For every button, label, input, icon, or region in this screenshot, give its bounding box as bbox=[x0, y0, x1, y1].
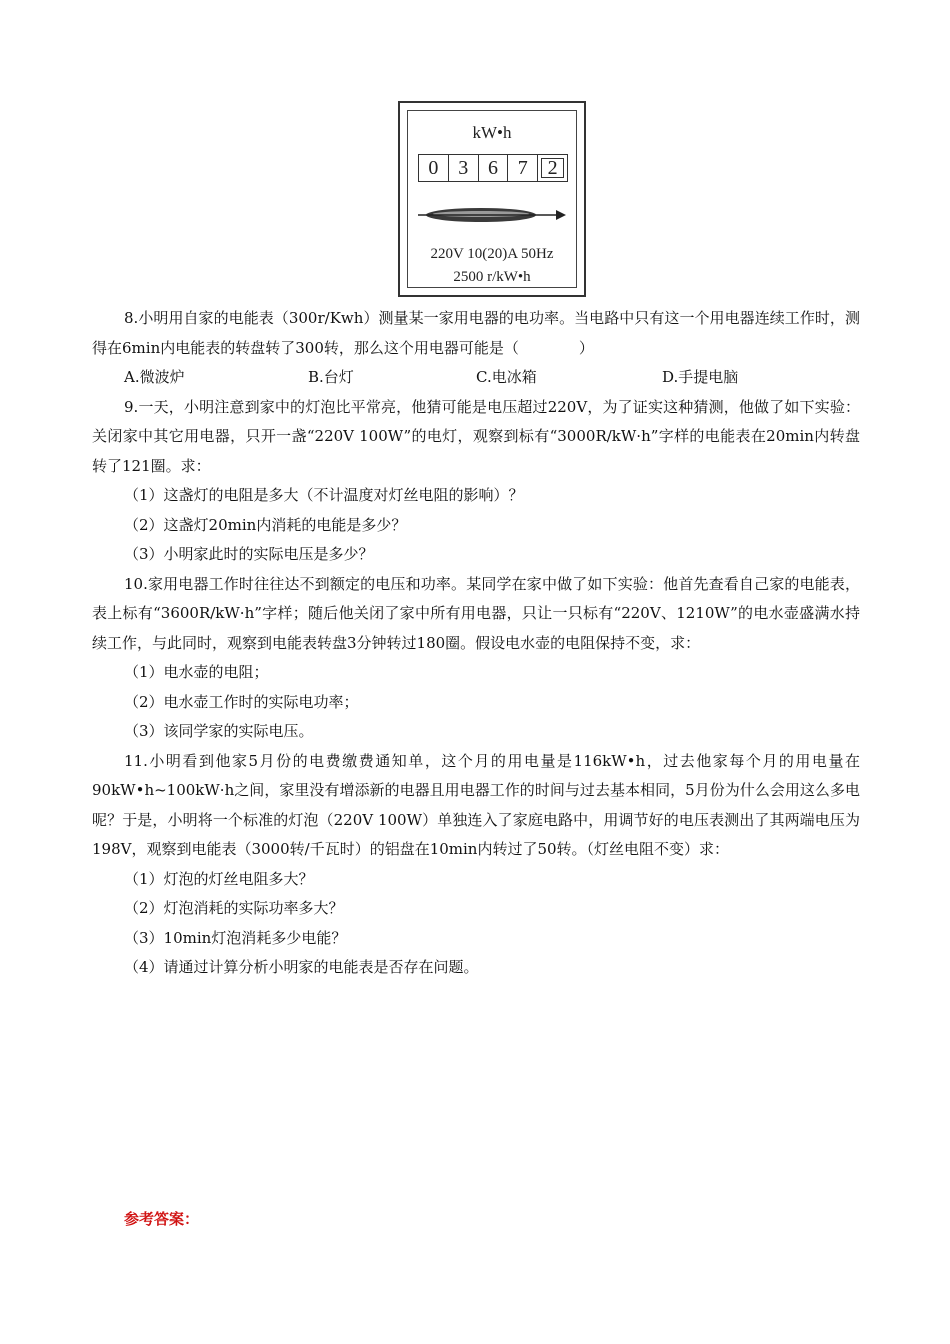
question-9-part-3: （3）小明家此时的实际电压是多少？ bbox=[124, 545, 374, 563]
question-8-text: 8.小明用自家的电能表（300r/Kwh）测量某一家用电器的电功率。当电路中只有这一个用电器连续工作时，测得在6min内电能表的转盘转了300转，那么这个用电器可能是（ ） bbox=[92, 309, 860, 357]
meter-digit-counter bbox=[418, 154, 568, 182]
question-10-part-3: （3）该同学家的实际电压。 bbox=[124, 722, 314, 740]
option-b: B.台灯 bbox=[308, 368, 354, 386]
question-11-part-4: （4）请通过计算分析小明家的电能表是否存在问题。 bbox=[124, 958, 479, 976]
option-d: D.手提电脑 bbox=[662, 368, 739, 386]
meter-digit: 6 bbox=[479, 155, 509, 181]
meter-digit: 7 bbox=[508, 155, 538, 181]
answer-heading: 参考答案： bbox=[124, 1210, 200, 1228]
question-8-options bbox=[92, 363, 860, 393]
question-10-part-2: （2）电水壶工作时的实际电功率； bbox=[124, 692, 359, 711]
question-10-text: 10.家用电器工作时往往达不到额定的电压和功率。某同学在家中做了如下实验：他首先查看自己家的电能表，表上标有“3600R/kW·h”字样；随后他关闭了家中所有用电器，只让一只标有“220V、1210W”的电水壶盛满水持续工作，与此同时，观察到电能表转盘3分钟转过180圈。假设电水壶的电阻保持不变，求： bbox=[92, 574, 860, 652]
question-11-part-3: （3）10min灯泡消耗多少电能？ bbox=[124, 928, 347, 947]
meter-digit: 3 bbox=[449, 155, 479, 181]
option-c: C.电冰箱 bbox=[476, 368, 537, 386]
question-list bbox=[92, 304, 860, 983]
meter-digit-decimal: 2 bbox=[538, 155, 567, 181]
question-11-part-2: （2）灯泡消耗的实际功率多大？ bbox=[124, 899, 344, 917]
question-9-text: 9.一天，小明注意到家中的灯泡比平常亮，他猜可能是电压超过220V，为了证实这种猜测，他做了如下实验：关闭家中其它用电器，只开一盏“220V 100W”的电灯，观察到标有“3000R/kW·h”字样的电能表在20min内转盘转了121圈。求： bbox=[92, 397, 860, 475]
question-10-part-1: （1）电水壶的电阻； bbox=[124, 663, 269, 681]
meter-constant-label: 2500 r/kW•h bbox=[453, 269, 531, 285]
question-11-part-1: （1）灯泡的灯丝电阻多大？ bbox=[124, 869, 314, 888]
rotating-disc-icon bbox=[416, 203, 566, 227]
meter-digit: 0 bbox=[419, 155, 449, 181]
question-9-part-2: （2）这盏灯20min内消耗的电能是多少？ bbox=[124, 515, 407, 534]
question-11-text: 11.小明看到他家5月份的电费缴费通知单，这个月的用电量是116kW•h，过去他家每个月的用电量在90kW•h~100kW·h之间，家里没有增添新的电器且用电器工作的时间与过去基本相同，5月份为什么会用这么多电呢？于是，小明将一个标准的灯泡（220V 100W）单独连入了家庭电路中，用调节好的电压表测出了其两端电压为198V，观察到电能表（3000转/千瓦时）的铝盘在10min内转过了50转。（灯丝电阻不变）求： bbox=[92, 751, 860, 858]
option-a: A.微波炉 bbox=[124, 368, 185, 386]
meter-panel bbox=[407, 110, 577, 288]
electric-meter-figure bbox=[398, 101, 586, 297]
question-9-part-1: （1）这盏灯的电阻是多大（不计温度对灯丝电阻的影响）？ bbox=[124, 486, 524, 504]
meter-unit-label: kW•h bbox=[472, 123, 512, 142]
meter-rating-label: 220V 10(20)A 50Hz bbox=[430, 246, 554, 262]
